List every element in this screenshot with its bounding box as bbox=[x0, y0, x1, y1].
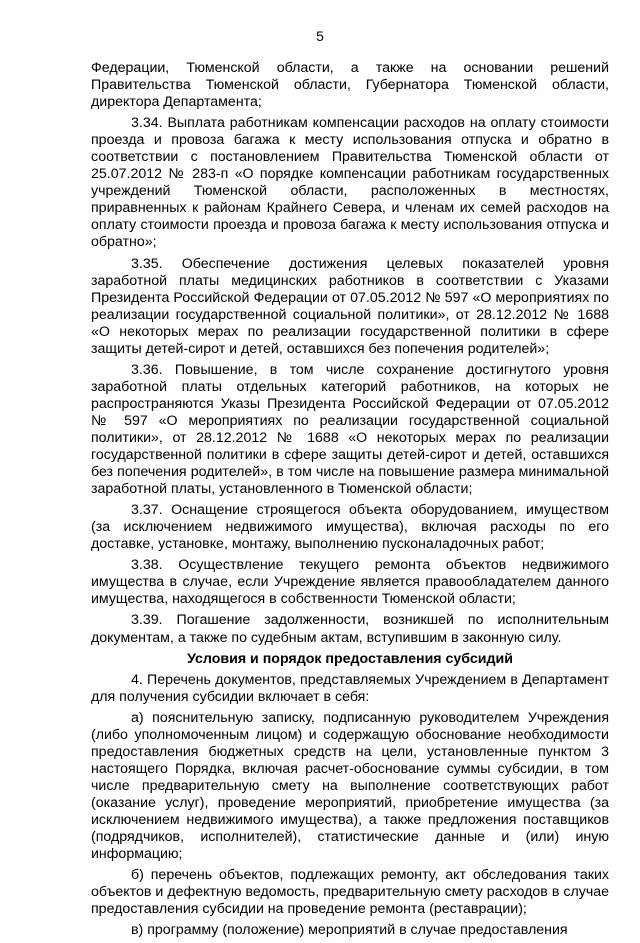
paragraph-3-36: 3.36. Повышение, в том числе сохранение достигнутого уровня заработной платы отдельных категорий работников, на которых не распространяются Указы Президента Российской Федерации от 07.05.2012 № 597 «О мероприятиях по реализации государственной социальной политики», от 28.12.2012 № 1688 «О некоторых мерах по реализации государственной политики в сфере защиты детей-сирот и детей, оставшихся без попечения родителей», в том числе на повышение размера минимальной заработной платы, установленного в Тюменской области; bbox=[91, 361, 609, 498]
paragraph-4-a: а) пояснительную записку, подписанную руководителем Учреждения (либо уполномоченным лицом) и содержащую обоснование необходимости предоставления бюджетных средств на цели, установленные пунктом 3 настоящего Порядка, включая расчет-обоснование суммы субсидии, в том числе предварительную смету на выполнение соответствующих работ (оказание услуг), проведение мероприятий, приобретение имущества (за исключением недвижимого имущества), а также предложения поставщиков (подрядчиков, исполнителей), статистические данные и (или) иную информацию; bbox=[91, 709, 609, 863]
paragraph-3-39: 3.39. Погашение задолженности, возникшей по исполнительным документам, а также по судебным актам, вступившим в законную силу. bbox=[91, 612, 609, 646]
paragraph-3-37: 3.37. Оснащение строящегося объекта оборудованием, имуществом (за исключением недвижимого имущества), включая расходы по его доставке, установке, монтажу, выполнению пусконаладочных работ; bbox=[91, 502, 609, 553]
section-heading: Условия и порядок предоставления субсидий bbox=[187, 650, 513, 667]
page-number: 5 bbox=[316, 28, 324, 44]
paragraph-4-b: б) перечень объектов, подлежащих ремонту, акт обследования таких объектов и дефектную ведомость, предварительную смету расходов в случае предоставления субсидии на проведение ремонта (реставрации); bbox=[91, 867, 609, 918]
paragraph-3-38: 3.38. Осуществление текущего ремонта объектов недвижимого имущества в случае, если Учреждение является правообладателем данного имущества, находящегося в собственности Тюменской области; bbox=[91, 557, 609, 608]
paragraph-4-v: в) программу (положение) мероприятий в случае предоставления bbox=[131, 922, 568, 939]
paragraph-3-35: 3.35. Обеспечение достижения целевых показателей уровня заработной платы медицинских работников в соответствии с Указами Президента Российской Федерации от 07.05.2012 № 597 «О мероприятиях по реализации государственной социальной политики», от 28.12.2012 № 1688 «О некоторых мерах по реализации государственной политики в сфере защиты детей-сирот и детей, оставшихся без попечения родителей»; bbox=[91, 255, 609, 357]
paragraph-continuation: Федерации, Тюменской области, а также на основании решений Правительства Тюменской области, Губернатора Тюменской области, директора Департамента; bbox=[91, 60, 609, 111]
paragraph-4: 4. Перечень документов, представляемых Учреждением в Департамент для получения субсидии включает в себя: bbox=[91, 671, 609, 705]
paragraph-3-34: 3.34. Выплата работникам компенсации расходов на оплату стоимости проезда и провоза багажа к месту использования отпуска и обратно в соответствии с постановлением Правительства Тюменской области от 25.07.2012 № 283-п «О порядке компенсации работникам государственных учреждений Тюменской области, расположенных в местностях, приравненных к районам Крайнего Севера, и членам их семей расходов на оплату стоимости проезда и провоза багажа к месту использования отпуска и обратно»; bbox=[91, 115, 609, 251]
document-body bbox=[91, 60, 609, 943]
